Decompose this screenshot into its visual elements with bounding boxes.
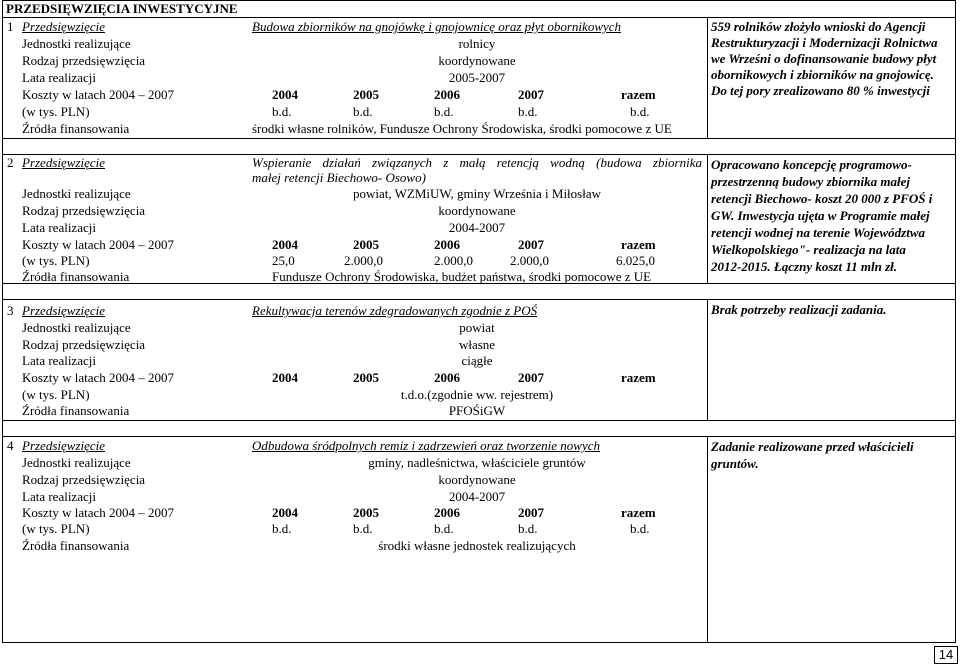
cost-value: b.d. <box>353 521 373 536</box>
cost-value: b.d. <box>630 521 650 536</box>
project-number: 2 <box>7 155 14 170</box>
label-koszty: Koszty w latach 2004 – 2007 <box>22 505 175 520</box>
value-zrodla: środki własne jednostek realizujących <box>378 538 576 553</box>
label-koszty: Koszty w latach 2004 – 2007 <box>22 370 175 385</box>
value-jednostki: powiat, WZMiUW, gminy Września i Miłosław <box>352 186 601 201</box>
project-name-line2: małej retencji Biechowo- Osowo) <box>252 170 426 185</box>
section-title: PRZEDSIĘWZIĘCIA INWESTYCYJNE <box>6 1 238 16</box>
cost-value: b.d. <box>518 521 538 536</box>
year-header: 2007 <box>518 87 544 102</box>
value-lata: 2005-2007 <box>448 70 506 85</box>
column-divider <box>707 17 708 138</box>
year-header: 2004 <box>272 87 298 102</box>
year-header: razem <box>621 237 656 252</box>
label-rodzaj: Rodzaj przedsięwzięcia <box>22 337 146 352</box>
year-header: razem <box>621 505 656 520</box>
cost-value: 2.000,0 <box>510 253 549 268</box>
cost-value: t.d.o.(zgodnie ww. rejestrem) <box>400 387 554 402</box>
project-number: 1 <box>7 19 14 34</box>
year-header: 2006 <box>434 370 460 385</box>
page-number: 14 <box>934 646 958 664</box>
year-header: 2007 <box>518 237 544 252</box>
value-lata: 2004-2007 <box>448 220 506 235</box>
label-zrodla: Źródła finansowania <box>22 121 130 136</box>
label-wtys: (w tys. PLN) <box>22 387 90 402</box>
label-jednostki: Jednostki realizujące <box>22 36 131 51</box>
value-zrodla: PFOŚiGW <box>448 403 506 418</box>
divider <box>2 299 956 300</box>
cost-value: 2.000,0 <box>434 253 473 268</box>
column-divider <box>707 154 708 283</box>
year-header: 2007 <box>518 370 544 385</box>
value-rodzaj: własne <box>458 337 496 352</box>
year-header: 2005 <box>353 237 379 252</box>
value-jednostki: rolnicy <box>458 36 496 51</box>
label-rodzaj: Rodzaj przedsięwzięcia <box>22 53 146 68</box>
label-jednostki: Jednostki realizujące <box>22 455 131 470</box>
project-note: Zadanie realizowane przed właścicieli gruntów. <box>711 439 914 471</box>
label-zrodla: Źródła finansowania <box>22 269 130 284</box>
cost-value: b.d. <box>272 521 292 536</box>
label-lata: Lata realizacji <box>22 70 96 85</box>
year-header: 2005 <box>353 370 379 385</box>
cost-value: 6.025,0 <box>616 253 655 268</box>
label-lata: Lata realizacji <box>22 353 96 368</box>
year-header: 2004 <box>272 237 298 252</box>
label-jednostki: Jednostki realizujące <box>22 320 131 335</box>
label-przedsiewziecie: Przedsięwzięcie <box>22 438 106 453</box>
year-header: 2005 <box>353 87 379 102</box>
year-header: 2004 <box>272 505 298 520</box>
year-header: razem <box>621 87 656 102</box>
label-koszty: Koszty w latach 2004 – 2007 <box>22 87 175 102</box>
value-lata: ciągłe <box>461 353 493 368</box>
divider <box>2 138 956 139</box>
year-header: 2007 <box>518 505 544 520</box>
year-header: 2006 <box>434 237 460 252</box>
value-rodzaj: koordynowane <box>438 472 516 487</box>
project-note: 559 rolników złożyło wnioski do Agencji Restrukturyzacji i Modernizacji Rolnictwa we Wrześni o dofinansowanie budowy płyt obornikowych i zbiorników na gnojowicę. Do tej pory zrealizowano 80 % inwestycji <box>711 19 938 98</box>
label-rodzaj: Rodzaj przedsięwzięcia <box>22 472 146 487</box>
cost-value: b.d. <box>434 521 454 536</box>
label-wtys: (w tys. PLN) <box>22 104 90 119</box>
cost-value: b.d. <box>630 104 650 119</box>
project-number: 4 <box>7 438 14 453</box>
value-rodzaj: koordynowane <box>438 203 516 218</box>
label-przedsiewziecie: Przedsięwzięcie <box>22 155 106 170</box>
label-rodzaj: Rodzaj przedsięwzięcia <box>22 203 146 218</box>
value-lata: 2004-2007 <box>448 489 506 504</box>
label-lata: Lata realizacji <box>22 489 96 504</box>
year-header: 2006 <box>434 505 460 520</box>
label-lata: Lata realizacji <box>22 220 96 235</box>
value-jednostki: gminy, nadleśnictwa, właściciele gruntów <box>368 455 586 470</box>
value-jednostki: powiat <box>459 320 495 335</box>
column-divider <box>707 436 708 643</box>
label-przedsiewziecie: Przedsięwzięcie <box>22 303 106 318</box>
value-rodzaj: koordynowane <box>438 53 516 68</box>
column-divider <box>707 299 708 420</box>
project-name: Rekultywacja terenów zdegradowanych zgodnie z POŚ <box>252 303 538 318</box>
year-header: 2006 <box>434 87 460 102</box>
year-header: 2005 <box>353 505 379 520</box>
year-header: razem <box>621 370 656 385</box>
value-zrodla: Fundusze Ochrony Środowiska, budżet państwa, środki pomocowe z UE <box>272 269 652 284</box>
cost-value: 25,0 <box>272 253 295 268</box>
label-zrodla: Źródła finansowania <box>22 538 130 553</box>
project-note: Opracowano koncepcję programowo-przestrzenną budowy zbiornika małej retencji Biechowo- koszt 20 000 z PFOŚ i GW. Inwestycja ujęta w Programie małej retencji wodnej na terenie Województwa Wielkopolskiego"- realizacja na lata 2012-2015. Łączny koszt 11 mln zł. <box>711 157 933 274</box>
label-wtys: (w tys. PLN) <box>22 521 90 536</box>
project-note: Brak potrzeby realizacji zadania. <box>711 302 887 317</box>
label-koszty: Koszty w latach 2004 – 2007 <box>22 237 175 252</box>
label-zrodla: Źródła finansowania <box>22 403 130 418</box>
year-header: 2004 <box>272 370 298 385</box>
cost-value: b.d. <box>434 104 454 119</box>
cost-value: b.d. <box>272 104 292 119</box>
label-wtys: (w tys. PLN) <box>22 253 90 268</box>
cost-value: b.d. <box>518 104 538 119</box>
label-przedsiewziecie: Przedsięwzięcie <box>22 19 106 34</box>
label-jednostki: Jednostki realizujące <box>22 186 131 201</box>
project-number: 3 <box>7 303 14 318</box>
cost-value: 2.000,0 <box>344 253 383 268</box>
project-name: Budowa zbiorników na gnojówkę i gnojownicę oraz płyt obornikowych <box>252 19 622 34</box>
project-name: Odbudowa śródpolnych remiz i zadrzewień oraz tworzenie nowych <box>252 438 600 453</box>
divider <box>2 420 956 421</box>
project-name-line1: Wspieranie działań związanych z małą retencją wodną (budowa zbiornika <box>252 155 702 170</box>
cost-value: b.d. <box>353 104 373 119</box>
value-zrodla: środki własne rolników, Fundusze Ochrony Środowiska, środki pomocowe z UE <box>252 121 672 136</box>
